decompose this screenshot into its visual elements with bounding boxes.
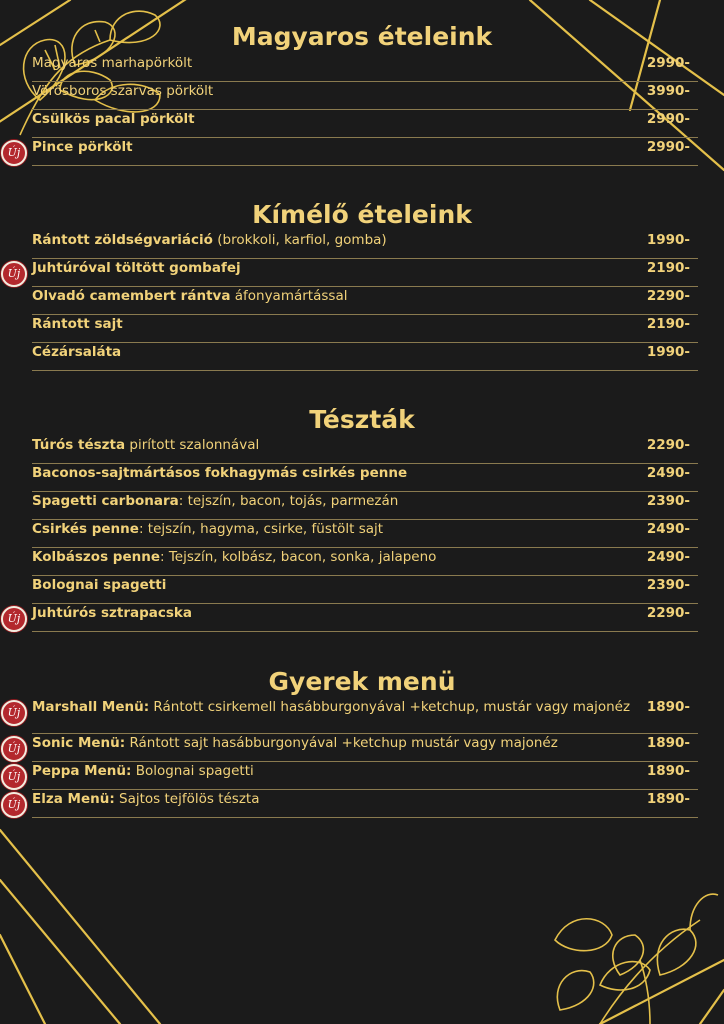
- menu-item-text: [32, 288, 632, 305]
- menu-item-name: Peppa Menü:: [32, 763, 132, 779]
- menu-item: [32, 81, 698, 110]
- menu-item-text: [32, 763, 632, 780]
- menu-item-price: 2390-: [646, 493, 690, 509]
- menu-item-text: [32, 791, 632, 808]
- new-badge-icon: Új: [1, 764, 27, 790]
- new-badge-icon: Új: [1, 606, 27, 632]
- menu-item-description: Bolognai spagetti: [131, 763, 254, 779]
- menu-item: [32, 491, 698, 520]
- menu-item-description: : Tejszín, kolbász, bacon, sonka, jalapeno: [160, 549, 437, 565]
- menu-item-price: 2990-: [646, 55, 690, 71]
- menu-item-name: Túrós tészta: [32, 437, 126, 453]
- menu-item-text: [32, 111, 632, 128]
- menu-item-name: Pince pörkölt: [32, 139, 133, 155]
- menu-item: [32, 286, 698, 315]
- menu-item-description: áfonyamártással: [230, 288, 348, 304]
- menu-item: [32, 230, 698, 259]
- menu-item-text: [32, 344, 632, 361]
- menu-item-price: 2990-: [646, 111, 690, 127]
- menu-item: [32, 314, 698, 343]
- menu-item-name: Csirkés penne: [32, 521, 139, 537]
- section-title: Magyaros ételeink: [231, 22, 493, 51]
- menu-item-name: Bolognai spagetti: [32, 577, 167, 593]
- menu-item-price: 2490-: [646, 465, 690, 481]
- menu-item-price: 1990-: [646, 232, 690, 248]
- menu-item-price: 3990-: [646, 83, 690, 99]
- menu-item-name: Spagetti carbonara: [32, 493, 179, 509]
- menu-item-text: [32, 83, 632, 100]
- menu-item: [32, 697, 698, 734]
- menu-item-price: 1990-: [646, 344, 690, 360]
- menu-item-description: : tejszín, bacon, tojás, parmezán: [178, 493, 399, 509]
- menu-item: [32, 463, 698, 492]
- menu-item-name: Juhtúrós sztrapacska: [32, 605, 192, 621]
- menu-item: [32, 603, 698, 632]
- menu-item-text: [32, 437, 632, 454]
- menu-item-name: Juhtúróval töltött gombafej: [32, 260, 241, 276]
- menu-item: [32, 109, 698, 138]
- menu-item-text: [32, 605, 632, 622]
- new-badge-icon: Új: [1, 140, 27, 166]
- menu-item-name: Cézársaláta: [32, 344, 122, 360]
- menu-item-price: 2490-: [646, 549, 690, 565]
- menu-item-price: 1890-: [646, 791, 690, 807]
- menu-item-text: [32, 139, 632, 156]
- menu-item: [32, 342, 698, 371]
- menu-item: [32, 519, 698, 548]
- menu-item-name: Olvadó camembert rántva: [32, 288, 231, 304]
- menu-item-price: 2190-: [646, 316, 690, 332]
- menu-item-price: 2290-: [646, 288, 690, 304]
- menu-item-text: [32, 260, 632, 277]
- menu-item-description: : tejszín, hagyma, csirke, füstölt sajt: [138, 521, 384, 537]
- menu-item-description: Rántott csirkemell hasábburgonyával +ketchup, mustár vagy majonéz: [149, 699, 631, 715]
- menu-item-price: 2290-: [646, 437, 690, 453]
- menu-item-name: Rántott sajt: [32, 316, 123, 332]
- menu-item-name: Kolbászos penne: [32, 549, 160, 565]
- new-badge-icon: Új: [1, 261, 27, 287]
- menu-item-text: [32, 493, 632, 510]
- menu-item: [32, 137, 698, 166]
- menu-item-name: Csülkös pacal pörkölt: [32, 111, 195, 127]
- menu-item-text: [32, 232, 632, 249]
- menu-item: [32, 575, 698, 604]
- menu-item-price: 2390-: [646, 577, 690, 593]
- menu-item-description: Rántott sajt hasábburgonyával +ketchup mustár vagy majonéz: [125, 735, 558, 751]
- menu-item-name: Vörösboros szarvas pörkölt: [32, 83, 214, 99]
- menu-item: [32, 258, 698, 287]
- menu-item: [32, 435, 698, 464]
- menu-item-price: 2490-: [646, 521, 690, 537]
- menu-item-price: 2290-: [646, 605, 690, 621]
- menu-item-text: [32, 735, 632, 752]
- menu-item-price: 1890-: [646, 699, 690, 715]
- menu-item-name: Rántott zöldségvariáció: [32, 232, 213, 248]
- menu-item-name: Magyaros marhapörkölt: [32, 55, 193, 71]
- menu-item: [32, 789, 698, 818]
- menu-item-text: [32, 316, 632, 333]
- menu-item: [32, 547, 698, 576]
- section-title: Tészták: [309, 405, 415, 434]
- menu-item-name: Elza Menü:: [32, 791, 115, 807]
- menu-item-price: 2190-: [646, 260, 690, 276]
- menu-item-name: Baconos-sajtmártásos fokhagymás csirkés penne: [32, 465, 408, 481]
- menu-item: [32, 733, 698, 762]
- menu-item-description: pirított szalonnával: [125, 437, 260, 453]
- menu-item-name: Sonic Menü:: [32, 735, 126, 751]
- menu-item-text: [32, 577, 632, 594]
- menu-item-price: 2990-: [646, 139, 690, 155]
- menu-item-text: [32, 699, 632, 716]
- section-title: Gyerek menü: [268, 667, 456, 696]
- section-title: Kímélő ételeink: [252, 200, 472, 229]
- menu-item-price: 1890-: [646, 735, 690, 751]
- menu-item-description: Sajtos tejfölös tészta: [114, 791, 260, 807]
- new-badge-icon: Új: [1, 700, 27, 726]
- menu-item-text: [32, 549, 632, 566]
- menu-item-text: [32, 521, 632, 538]
- new-badge-icon: Új: [1, 736, 27, 762]
- menu-item: [32, 761, 698, 790]
- new-badge-icon: Új: [1, 792, 27, 818]
- menu-item: [32, 53, 698, 82]
- menu-item-description: (brokkoli, karfiol, gomba): [212, 232, 387, 248]
- menu-item-name: Marshall Menü:: [32, 699, 150, 715]
- menu-item-price: 1890-: [646, 763, 690, 779]
- menu-item-text: [32, 465, 632, 482]
- menu-item-text: [32, 55, 632, 72]
